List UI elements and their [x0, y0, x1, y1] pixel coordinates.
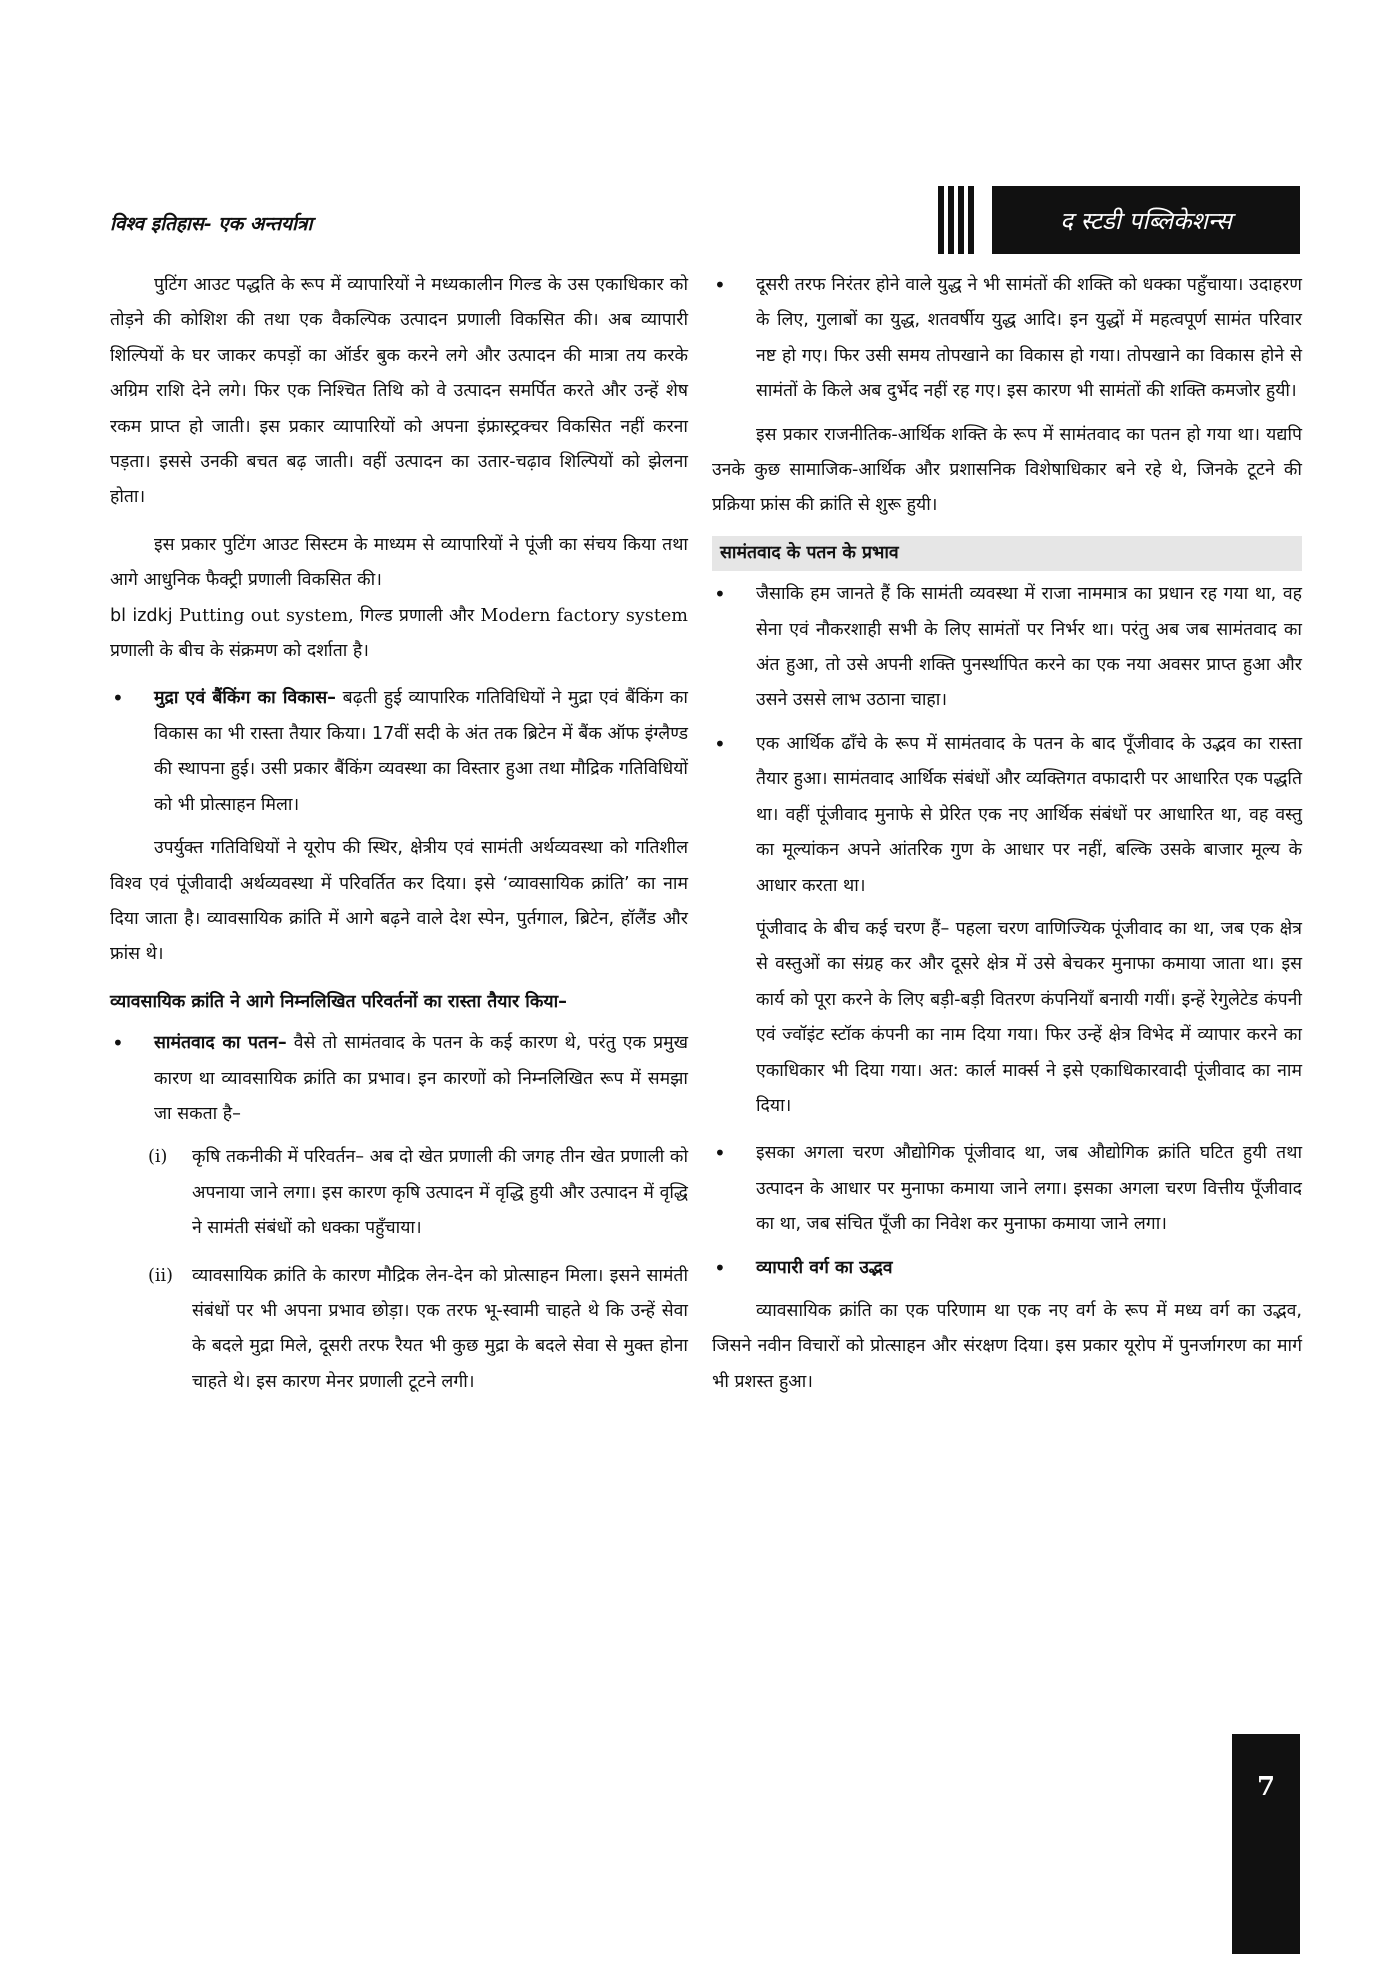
- paragraph: इस प्रकार राजनीतिक-आर्थिक शक्ति के रूप में सामंतवाद का पतन हो गया था। यद्यपि उनके कुछ सामाजिक-आर्थिक और प्रशासनिक विशेषाधिकार बने रहे थे, जिनके टूटने की प्रक्रिया फ्रांस की क्रांति से शुरू हुयी।: [712, 424, 1302, 516]
- header-bars-decoration: [938, 186, 974, 254]
- sub-item-number: (ii): [148, 1265, 173, 1286]
- bullet-text: एक आर्थिक ढाँचे के रूप में सामंतवाद के पतन के बाद पूँजीवाद के उद्भव का रास्ता तैयार हुआ। सामंतवाद आर्थिक संबंधों और व्यक्तिगत वफादारी पर आधारित एक पद्धति था। वहीं पूंजीवाद मुनाफे से प्रेरित एक नए आर्थिक संबंधों पर आधारित था, वह वस्तु का मूल्यांकन अपने आंतरिक गुण के आधार पर नहीं, बल्कि उसके बाजार मूल्य के आधार करता था।: [756, 733, 1302, 896]
- section-heading: सामंतवाद के पतन के प्रभाव: [712, 536, 1302, 571]
- bullet-text: बढ़ती हुई व्यापारिक गतिविधियों ने मुद्रा एवं बैंकिंग का विकास का भी रास्ता तैयार किया। 17वीं सदी के अंत तक ब्रिटेन में बैंक ऑफ इंग्लैण्ड की स्थापना हुई। उसी प्रकार बैंकिंग व्यवस्था का विस्तार हुआ तथा मौद्रिक गतिविधियों को भी प्रोत्साहन मिला।: [154, 688, 688, 815]
- bullet-marker: •: [714, 582, 726, 607]
- bullet-marker: •: [112, 686, 124, 711]
- bullet-text: वैसे तो सामंतवाद के पतन के कई कारण थे, परंतु एक प्रमुख कारण था व्यावसायिक क्रांति का प्रभाव। इन कारणों को निम्नलिखित रूप में समझा जा सकता है–: [154, 1033, 689, 1124]
- bullet-item: [712, 727, 1302, 904]
- sub-item-text: व्यावसायिक क्रांति के कारण मौद्रिक लेन-देन को प्रोत्साहन मिला। इसने सामंती संबंधों पर भी अपना प्रभाव छोड़ा। एक तरफ भू-स्वामी चाहते थे कि उन्हें सेवा के बदले मुद्रा मिले, दूसरी तरफ रैयत भी कुछ मुद्रा के बदले सेवा से मुक्त होना चाहते थे। इस कारण मेनर प्रणाली टूटने लगी।: [192, 1265, 688, 1392]
- bullet-item: [712, 577, 1302, 719]
- garbled-text: bl izdkj: [110, 605, 173, 626]
- bullet-text: दूसरी तरफ निरंतर होने वाले युद्ध ने भी सामंतों की शक्ति को धक्का पहुँचाया। उदाहरण के लिए, गुलाबों का युद्ध, शतवर्षीय युद्ध आदि। इन युद्धों में महत्वपूर्ण सामंत परिवार नष्ट हो गए। फिर उसी समय तोपखाने का विकास हो गया। तोपखाने का विकास होने से सामंतों के किले अब दुर्भेद नहीं रह गए। इस कारण भी सामंतों की शक्ति कमजोर हुयी।: [756, 275, 1302, 402]
- running-header-title: विश्व इतिहास- एक अन्तर्यात्रा: [110, 213, 313, 235]
- bullet-marker: •: [714, 1141, 726, 1166]
- publisher-banner: द स्टडी पब्लिकेशन्स: [992, 186, 1300, 254]
- bullet-text: जैसाकि हम जानते हैं कि सामंती व्यवस्था में राजा नाममात्र का प्रधान रह गया था, वह सेना एवं नौकरशाही सभी के लिए सामंतों पर निर्भर था। परंतु अब जब सामंतवाद का अंत हुआ, तो उसे अपनी शक्ति पुनर्स्थापित करने का एक नया अवसर प्राप्त हुआ और उसने उससे लाभ उठाना चाहा।: [756, 584, 1302, 711]
- bullet-item: [712, 1136, 1302, 1242]
- bullet-title: व्यापारी वर्ग का उद्भव: [756, 1257, 893, 1278]
- sub-item-number: (i): [148, 1147, 168, 1168]
- paragraph-text: Putting out system, गिल्ड प्रणाली और Modern factory system प्रणाली के बीच के संक्रमण को दर्शाता है।: [110, 605, 688, 662]
- right-column: [712, 268, 1302, 1412]
- paragraph: पूंजीवाद के बीच कई चरण हैं– पहला चरण वाणिज्यिक पूंजीवाद का था, जब एक क्षेत्र से वस्तुओं का संग्रह कर और दूसरे क्षेत्र में उसे बेचकर मुनाफा कमाया जाता था। इस कार्य को पूरा करने के लिए बड़ी-बड़ी वितरण कंपनियाँ बनायी गयीं। इन्हें रेगुलेटेड कंपनी एवं ज्वॉइंट स्टॉक कंपनी का नाम दिया गया। फिर उन्हें क्षेत्र विभेद में व्यापार करने का एकाधिकार भी दिया गया। अत: कार्ल मार्क्स ने इसे एकाधिकारवादी पूंजीवाद का नाम दिया।: [756, 918, 1302, 1116]
- bullet-marker: •: [112, 1031, 124, 1056]
- bullet-title: सामंतवाद का पतन–: [154, 1033, 287, 1054]
- bullet-marker: •: [714, 273, 726, 297]
- paragraph: [110, 528, 688, 670]
- bullet-title: मुद्रा एवं बैंकिंग का विकास–: [154, 688, 336, 709]
- paragraph: पुटिंग आउट पद्धति के रूप में व्यापारियों ने मध्यकालीन गिल्ड के उस एकाधिकार को तोड़ने की कोशिश की तथा एक वैकल्पिक उत्पादन प्रणाली विकसित की। अब व्यापारी शिल्पियों के घर जाकर कपड़ों का ऑर्डर बुक करने लगे और उत्पादन की मात्रा तय करके अग्रिम राशि देने लगे। फिर एक निश्चित तिथि को वे उत्पादन समर्पित करते और उन्हें शेष रकम प्राप्त हो जाती। इस प्रकार व्यापारियों को अपना इंफ्रास्ट्रक्चर विकसित नहीं करना पड़ता। इससे उनकी बचत बढ़ जाती। वहीं उत्पादन का उतार-चढ़ाव शिल्पियों को झेलना होता।: [110, 275, 688, 508]
- sub-item: [110, 1140, 688, 1246]
- bullet-item: [110, 1026, 688, 1132]
- sub-item-text: कृषि तकनीकी में परिवर्तन– अब दो खेत प्रणाली की जगह तीन खेत प्रणाली को अपनाया जाने लगा। इस कारण कृषि उत्पादन में वृद्धि हुयी और उत्पादन में वृद्धि ने सामंती संबंधों को धक्का पहुँचाया।: [192, 1147, 688, 1239]
- bullet-marker: •: [714, 731, 726, 756]
- bullet-marker: •: [714, 1255, 726, 1280]
- paragraph-text: इस प्रकार पुटिंग आउट सिस्टम के माध्यम से व्यापारियों ने पूंजी का संचय किया तथा आगे आधुनिक फैक्ट्री प्रणाली विकसित की।: [110, 534, 688, 591]
- left-column: [110, 268, 688, 1412]
- paragraph: व्यावसायिक क्रांति का एक परिणाम था एक नए वर्ग के रूप में मध्य वर्ग का उद्भव, जिसने नवीन विचारों को प्रोत्साहन और संरक्षण दिया। इस प्रकार यूरोप में पुनर्जागरण का मार्ग भी प्रशस्त हुआ।: [712, 1300, 1302, 1392]
- bullet-item: [712, 1251, 1302, 1286]
- bullet-text: इसका अगला चरण औद्योगिक पूंजीवाद था, जब औद्योगिक क्रांति घटित हुयी तथा उत्पादन के आधार पर मुनाफा कमाया जाने लगा। इसका अगला चरण वित्तीय पूँजीवाद का था, जब संचित पूँजी का निवेश कर मुनाफा कमाया जाने लगा।: [756, 1143, 1302, 1235]
- page-number: 7: [1232, 1734, 1300, 1954]
- bullet-item: [712, 268, 1302, 410]
- bullet-item: [110, 681, 688, 823]
- sub-item: [110, 1259, 688, 1401]
- section-heading: व्यावसायिक क्रांति ने आगे निम्नलिखित परिवर्तनों का रास्ता तैयार किया–: [110, 991, 567, 1012]
- paragraph: उपर्युक्त गतिविधियों ने यूरोप की स्थिर, क्षेत्रीय एवं सामंती अर्थव्यवस्था को गतिशील विश्व एवं पूंजीवादी अर्थव्यवस्था में परिवर्तित कर दिया। इसे ‘व्यावसायिक क्रांति’ का नाम दिया जाता है। व्यावसायिक क्रांति में आगे बढ़ने वाले देश स्पेन, पुर्तगाल, ब्रिटेन, हॉलैंड और फ्रांस थे।: [110, 838, 688, 965]
